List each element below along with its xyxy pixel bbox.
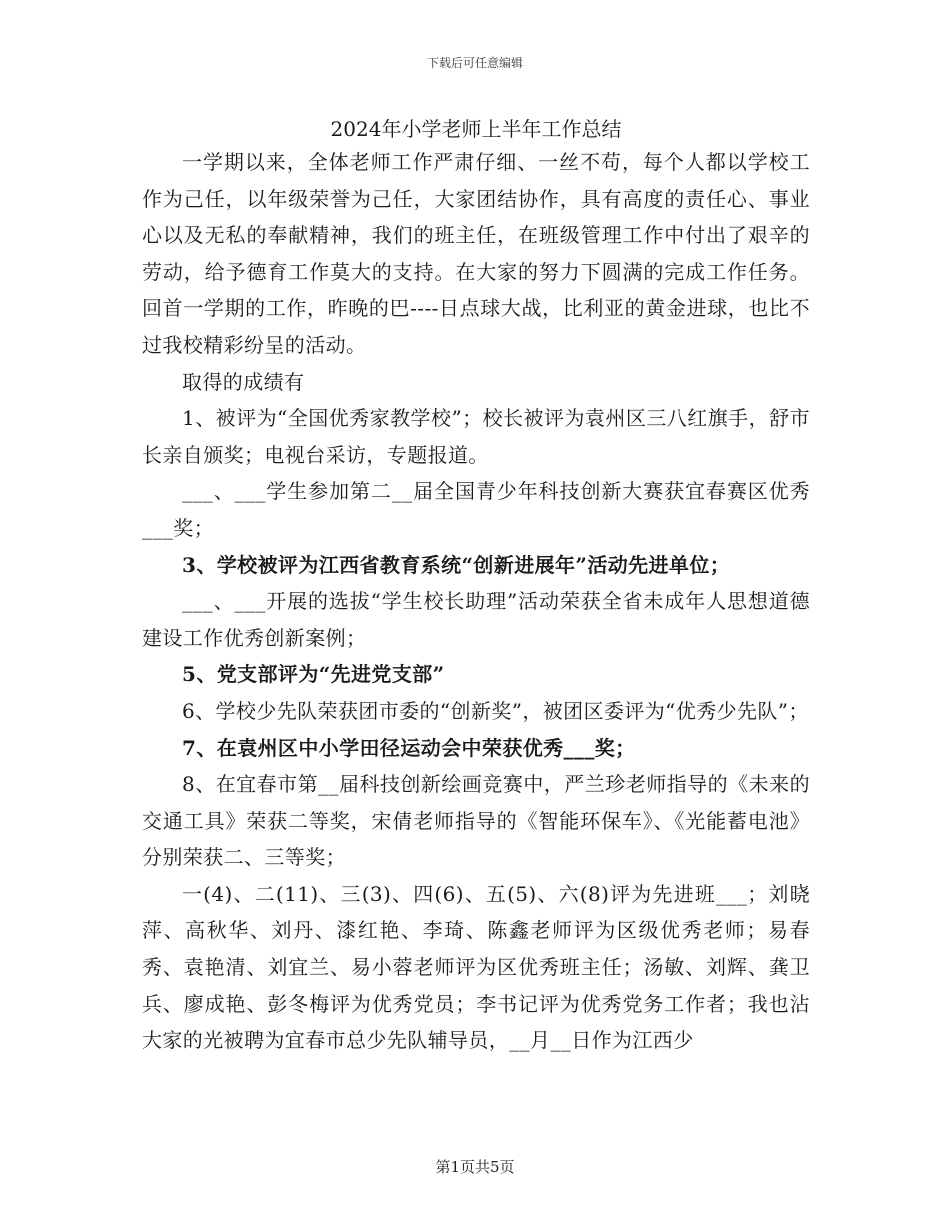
paragraph: 一(4)、二(11)、三(3)、四(6)、五(5)、六(8)评为先进班___；刘晓萍、高秋华、刘丹、漆红艳、李琦、陈鑫老师评为区级优秀老师；易春秀、袁艳清、刘宜兰、易小蓉老师评为区优秀班主任；汤敏、刘辉、龚卫兵、廖成艳、彭冬梅评为优秀党员；李书记评为优秀党务工作者；我也沾大家的光被聘为宜春市总少先队辅导员，__月__日作为江西少: [142, 881, 810, 1053]
paragraph-list: [142, 144, 810, 1059]
paragraph: 1、被评为“全国优秀家教学校”；校长被评为袁州区三八红旗手，舒市长亲自颁奖；电视台采访，专题报道。: [142, 406, 810, 467]
document-title: 2024年小学老师上半年工作总结: [330, 117, 622, 141]
paragraph: 5、党支部评为“先进党支部”: [182, 662, 445, 687]
page-header-note: 下载后可任意编辑: [426, 56, 523, 70]
document-body: [142, 114, 810, 1059]
paragraph: ___、___学生参加第二__届全国青少年科技创新大赛获宜春赛区优秀___奖；: [142, 479, 810, 540]
paragraph: ___、___开展的选拔“学生校长助理”活动荣获全省未成年人思想道德建设工作优秀创新案例；: [142, 589, 810, 650]
paragraph: 7、在袁州区中小学田径运动会中荣获优秀___奖；: [182, 735, 636, 760]
paragraph: 3、学校被评为江西省教育系统“创新进展年”活动先进单位；: [182, 552, 731, 577]
page-footer-number: 第1页共5页: [435, 1158, 515, 1176]
paragraph: 取得的成绩有: [182, 369, 305, 394]
paragraph: 一学期以来，全体老师工作严肃仔细、一丝不苟，每个人都以学校工作为己任，以年级荣誉为己任，大家团结协作，具有高度的责任心、事业心以及无私的奉献精神，我们的班主任，在班级管理工作中付出了艰辛的劳动，给予德育工作莫大的支持。在大家的努力下圆满的完成工作任务。回首一学期的工作，昨晚的巴----日点球大战，比利亚的黄金进球，也比不过我校精彩纷呈的活动。: [142, 150, 810, 357]
paragraph: 8、在宜春市第__届科技创新绘画竞赛中，严兰珍老师指导的《未来的交通工具》荣获二等奖，宋倩老师指导的《智能环保车》、《光能蓄电池》分别荣获二、三等奖；: [142, 772, 810, 870]
paragraph: 6、学校少先队荣获团市委的“创新奖”，被团区委评为“优秀少先队”；: [182, 698, 809, 723]
